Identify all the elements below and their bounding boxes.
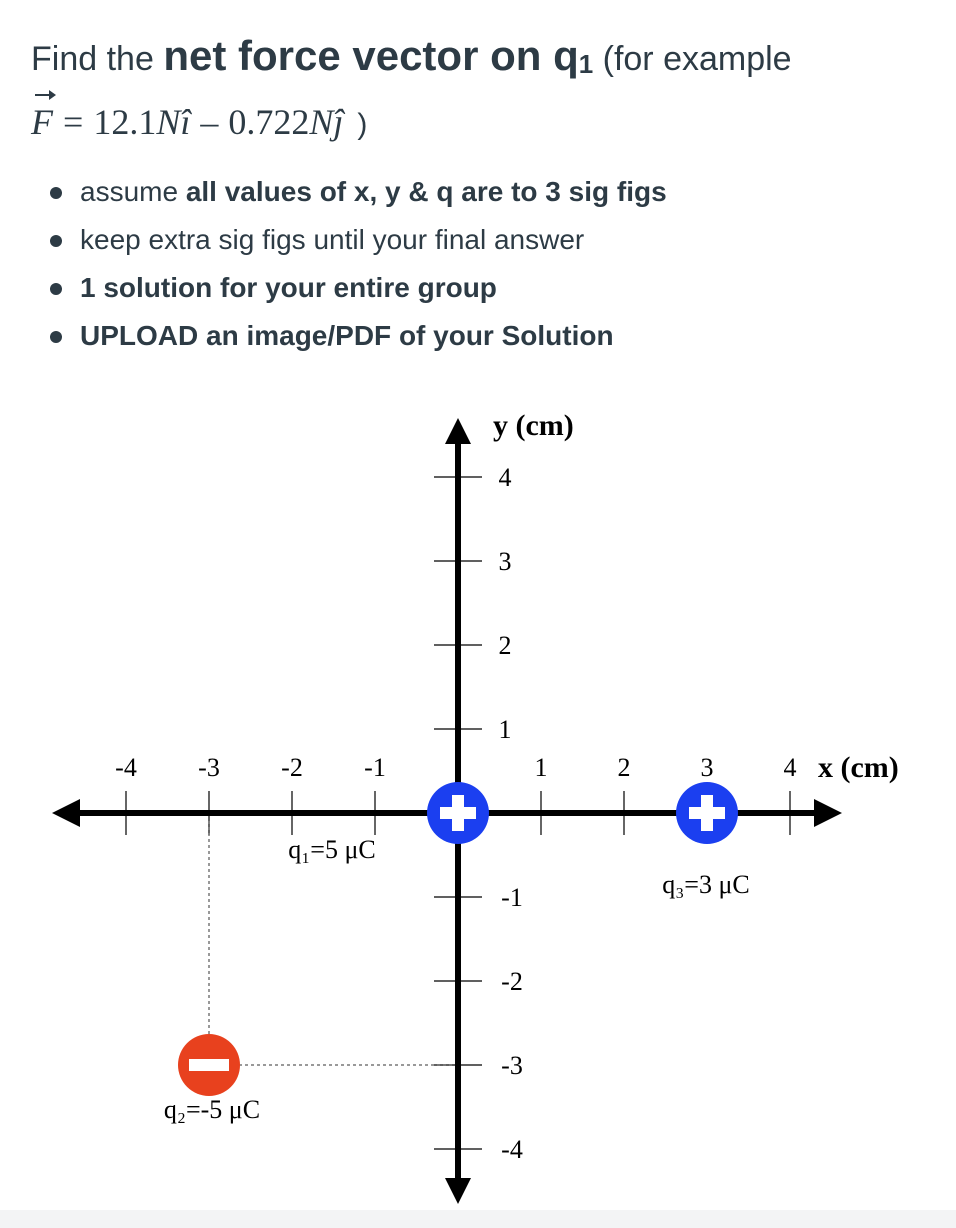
bullet-plain-text: assume <box>80 176 186 207</box>
y-tick-label: 1 <box>498 715 512 744</box>
y-axis-arrow-up <box>445 418 471 444</box>
list-item <box>50 168 667 216</box>
list-item <box>50 216 667 264</box>
footer-strip <box>0 1210 956 1228</box>
plus-icon-v <box>452 795 464 831</box>
instruction-list <box>50 168 667 360</box>
minus-sign: – <box>200 102 219 142</box>
example-equation <box>31 92 931 155</box>
bullet-plain-text: keep extra sig figs until your final answer <box>80 224 585 255</box>
charge-label: q₂=-5 μC <box>163 1095 261 1124</box>
y-tick-label: 3 <box>498 547 512 576</box>
title-prefix: Find the <box>31 40 164 78</box>
bullet-bold-text: UPLOAD an image/PDF of your Solution <box>80 320 614 351</box>
list-item <box>50 264 667 312</box>
charge-label: q₁=5 μC <box>288 835 376 864</box>
y-tick-label: 2 <box>498 631 512 660</box>
problem-statement <box>31 28 931 155</box>
y-tick-label: -2 <box>501 967 523 996</box>
title-bold <box>163 32 593 79</box>
example-x-value: 12.1 <box>93 102 157 142</box>
title-suffix: (for example <box>593 40 792 78</box>
i-hat-symbol: î <box>180 102 191 142</box>
example-y-unit: N <box>309 102 334 142</box>
bullet-bold-text: 1 solution for your entire group <box>80 272 497 303</box>
x-tick-label: -4 <box>115 753 137 782</box>
x-tick-label: 2 <box>617 753 631 782</box>
coordinate-diagram <box>0 380 956 1210</box>
list-item <box>50 312 667 360</box>
problem-title <box>31 28 931 92</box>
j-hat-symbol: ĵ <box>333 102 344 142</box>
charge-q3 <box>662 782 750 899</box>
x-axis-arrow-left <box>52 799 80 827</box>
equals-sign: = <box>63 102 84 142</box>
example-x-unit: N <box>156 102 181 142</box>
force-vector-symbol: F <box>31 92 53 152</box>
y-tick-label: -3 <box>501 1051 523 1080</box>
y-tick-label: -1 <box>501 883 523 912</box>
minus-icon <box>189 1059 229 1071</box>
x-tick-label: 3 <box>700 753 714 782</box>
x-tick-label: 4 <box>783 753 797 782</box>
y-axis-label: y (cm) <box>493 409 574 442</box>
x-tick-label: 1 <box>534 753 548 782</box>
plus-icon-v <box>701 795 713 831</box>
title-bold-text: net force vector on q <box>163 32 579 79</box>
closing-paren: ) <box>357 108 368 141</box>
charge-q2 <box>164 1034 260 1124</box>
charge-label: q₃=3 μC <box>662 870 750 899</box>
example-y-value: 0.722 <box>228 102 310 142</box>
y-tick-label: 4 <box>498 463 512 492</box>
bullet-bold-text: all values of x, y & q are to 3 sig figs <box>185 176 667 207</box>
y-axis-arrow-down <box>445 1178 471 1204</box>
x-axis-label: x (cm) <box>818 751 899 784</box>
title-bold-subscript: 1 <box>578 49 594 79</box>
x-tick-label: -1 <box>364 753 386 782</box>
x-axis-arrow-right <box>814 799 842 827</box>
x-tick-label: -2 <box>281 753 303 782</box>
y-tick-label: -4 <box>501 1135 523 1164</box>
x-tick-label: -3 <box>198 753 220 782</box>
